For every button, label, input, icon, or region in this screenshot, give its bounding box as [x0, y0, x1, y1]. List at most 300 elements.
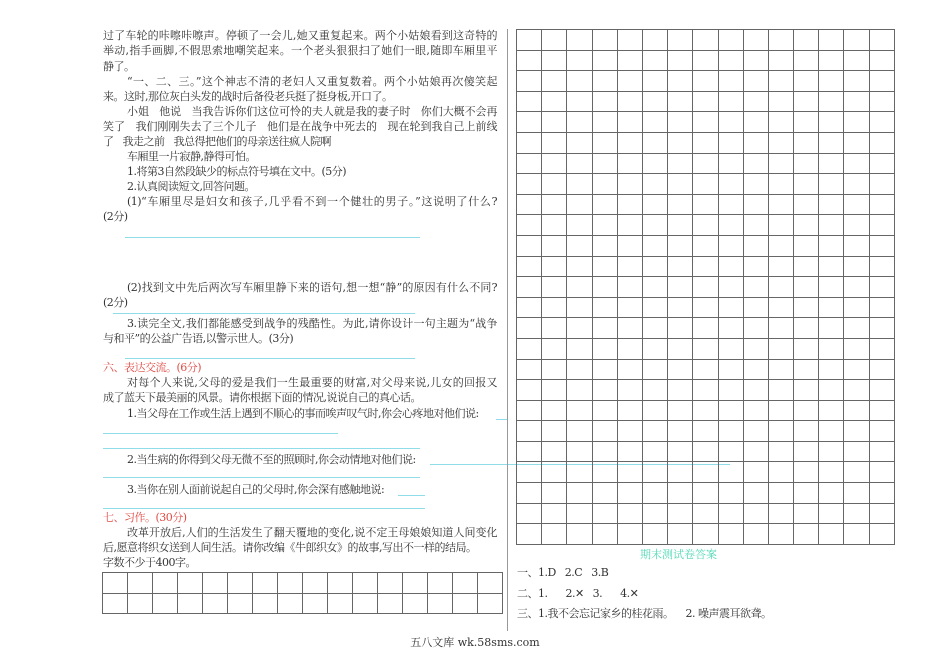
grid-cell[interactable] [567, 483, 592, 504]
grid-cell[interactable] [592, 318, 617, 339]
grid-cell[interactable] [567, 30, 592, 51]
grid-cell[interactable] [819, 50, 844, 71]
grid-cell[interactable] [378, 593, 403, 614]
grid-cell[interactable] [642, 256, 667, 277]
grid-cell[interactable] [542, 462, 567, 483]
grid-cell[interactable] [794, 380, 819, 401]
grid-cell[interactable] [819, 483, 844, 504]
grid-cell[interactable] [517, 174, 542, 195]
grid-cell[interactable] [542, 153, 567, 174]
grid-cell[interactable] [203, 573, 228, 594]
grid-cell[interactable] [642, 215, 667, 236]
grid-cell[interactable] [794, 359, 819, 380]
grid-cell[interactable] [844, 174, 869, 195]
grid-cell[interactable] [743, 338, 768, 359]
grid-cell[interactable] [642, 400, 667, 421]
grid-cell[interactable] [768, 91, 793, 112]
grid-cell[interactable] [668, 256, 693, 277]
grid-cell[interactable] [617, 338, 642, 359]
grid-cell[interactable] [768, 338, 793, 359]
grid-cell[interactable] [517, 30, 542, 51]
grid-cell[interactable] [617, 71, 642, 92]
grid-cell[interactable] [794, 194, 819, 215]
grid-cell[interactable] [819, 359, 844, 380]
grid-cell[interactable] [542, 297, 567, 318]
grid-cell[interactable] [743, 112, 768, 133]
grid-cell[interactable] [844, 400, 869, 421]
grid-cell[interactable] [567, 132, 592, 153]
grid-cell[interactable] [693, 400, 718, 421]
writing-grid[interactable] [102, 572, 503, 614]
grid-cell[interactable] [869, 359, 894, 380]
grid-cell[interactable] [567, 174, 592, 195]
grid-cell[interactable] [617, 112, 642, 133]
grid-cell[interactable] [642, 524, 667, 545]
grid-cell[interactable] [668, 174, 693, 195]
grid-cell[interactable] [844, 215, 869, 236]
grid-cell[interactable] [869, 132, 894, 153]
grid-cell[interactable] [642, 71, 667, 92]
grid-cell[interactable] [668, 483, 693, 504]
grid-cell[interactable] [453, 573, 478, 594]
grid-cell[interactable] [768, 441, 793, 462]
grid-cell[interactable] [819, 112, 844, 133]
grid-cell[interactable] [794, 153, 819, 174]
grid-cell[interactable] [869, 297, 894, 318]
grid-cell[interactable] [768, 524, 793, 545]
grid-cell[interactable] [668, 153, 693, 174]
grid-cell[interactable] [592, 153, 617, 174]
grid-cell[interactable] [668, 380, 693, 401]
grid-cell[interactable] [103, 593, 128, 614]
grid-cell[interactable] [542, 50, 567, 71]
grid-cell[interactable] [517, 277, 542, 298]
grid-cell[interactable] [642, 338, 667, 359]
grid-cell[interactable] [794, 483, 819, 504]
grid-cell[interactable] [819, 318, 844, 339]
grid-cell[interactable] [869, 194, 894, 215]
grid-cell[interactable] [794, 215, 819, 236]
grid-cell[interactable] [668, 194, 693, 215]
grid-cell[interactable] [869, 50, 894, 71]
grid-cell[interactable] [517, 153, 542, 174]
grid-cell[interactable] [743, 30, 768, 51]
grid-cell[interactable] [617, 256, 642, 277]
grid-cell[interactable] [693, 277, 718, 298]
grid-cell[interactable] [542, 380, 567, 401]
grid-cell[interactable] [278, 593, 303, 614]
grid-cell[interactable] [768, 174, 793, 195]
grid-cell[interactable] [668, 71, 693, 92]
grid-cell[interactable] [517, 50, 542, 71]
grid-cell[interactable] [819, 441, 844, 462]
grid-cell[interactable] [517, 462, 542, 483]
grid-cell[interactable] [768, 235, 793, 256]
grid-cell[interactable] [103, 573, 128, 594]
grid-cell[interactable] [253, 593, 278, 614]
grid-cell[interactable] [768, 153, 793, 174]
grid-cell[interactable] [592, 132, 617, 153]
writing-grid[interactable] [516, 29, 895, 545]
grid-cell[interactable] [303, 593, 328, 614]
grid-cell[interactable] [592, 483, 617, 504]
answer-line[interactable] [113, 313, 415, 314]
grid-cell[interactable] [819, 174, 844, 195]
answer-line[interactable] [398, 495, 425, 496]
grid-cell[interactable] [844, 194, 869, 215]
grid-cell[interactable] [743, 483, 768, 504]
grid-cell[interactable] [517, 91, 542, 112]
grid-cell[interactable] [794, 297, 819, 318]
grid-cell[interactable] [869, 380, 894, 401]
grid-cell[interactable] [794, 338, 819, 359]
grid-cell[interactable] [869, 30, 894, 51]
grid-cell[interactable] [768, 256, 793, 277]
grid-cell[interactable] [567, 380, 592, 401]
grid-cell[interactable] [718, 503, 743, 524]
grid-cell[interactable] [718, 215, 743, 236]
answer-line[interactable] [125, 237, 420, 238]
grid-cell[interactable] [768, 277, 793, 298]
grid-cell[interactable] [592, 174, 617, 195]
grid-cell[interactable] [228, 593, 253, 614]
grid-cell[interactable] [819, 30, 844, 51]
grid-cell[interactable] [592, 441, 617, 462]
grid-cell[interactable] [567, 297, 592, 318]
grid-cell[interactable] [592, 71, 617, 92]
grid-cell[interactable] [869, 421, 894, 442]
grid-cell[interactable] [869, 462, 894, 483]
grid-cell[interactable] [743, 194, 768, 215]
grid-cell[interactable] [869, 215, 894, 236]
grid-cell[interactable] [693, 441, 718, 462]
grid-cell[interactable] [819, 380, 844, 401]
grid-cell[interactable] [844, 91, 869, 112]
grid-cell[interactable] [153, 593, 178, 614]
grid-cell[interactable] [542, 71, 567, 92]
grid-cell[interactable] [693, 71, 718, 92]
grid-cell[interactable] [743, 50, 768, 71]
grid-cell[interactable] [693, 524, 718, 545]
grid-cell[interactable] [743, 71, 768, 92]
grid-cell[interactable] [517, 194, 542, 215]
grid-cell[interactable] [869, 153, 894, 174]
grid-cell[interactable] [794, 441, 819, 462]
grid-cell[interactable] [718, 50, 743, 71]
grid-cell[interactable] [542, 503, 567, 524]
grid-cell[interactable] [403, 573, 428, 594]
grid-cell[interactable] [542, 91, 567, 112]
grid-cell[interactable] [668, 91, 693, 112]
grid-cell[interactable] [718, 483, 743, 504]
grid-cell[interactable] [517, 503, 542, 524]
grid-cell[interactable] [567, 441, 592, 462]
grid-cell[interactable] [542, 215, 567, 236]
grid-cell[interactable] [517, 380, 542, 401]
grid-cell[interactable] [517, 483, 542, 504]
grid-cell[interactable] [819, 91, 844, 112]
grid-cell[interactable] [592, 30, 617, 51]
grid-cell[interactable] [567, 400, 592, 421]
grid-cell[interactable] [819, 215, 844, 236]
grid-cell[interactable] [693, 359, 718, 380]
grid-cell[interactable] [278, 573, 303, 594]
grid-cell[interactable] [693, 503, 718, 524]
grid-cell[interactable] [428, 573, 453, 594]
grid-cell[interactable] [617, 359, 642, 380]
grid-cell[interactable] [617, 215, 642, 236]
grid-cell[interactable] [743, 380, 768, 401]
grid-cell[interactable] [542, 30, 567, 51]
grid-cell[interactable] [517, 441, 542, 462]
grid-cell[interactable] [668, 338, 693, 359]
grid-cell[interactable] [128, 573, 153, 594]
grid-cell[interactable] [844, 503, 869, 524]
grid-cell[interactable] [743, 503, 768, 524]
grid-cell[interactable] [718, 132, 743, 153]
grid-cell[interactable] [668, 277, 693, 298]
grid-cell[interactable] [718, 421, 743, 442]
grid-cell[interactable] [542, 359, 567, 380]
grid-cell[interactable] [617, 441, 642, 462]
grid-cell[interactable] [617, 483, 642, 504]
grid-cell[interactable] [542, 338, 567, 359]
grid-cell[interactable] [617, 462, 642, 483]
grid-cell[interactable] [542, 524, 567, 545]
grid-cell[interactable] [794, 524, 819, 545]
grid-cell[interactable] [819, 297, 844, 318]
grid-cell[interactable] [794, 503, 819, 524]
grid-cell[interactable] [592, 359, 617, 380]
grid-cell[interactable] [693, 30, 718, 51]
grid-cell[interactable] [768, 380, 793, 401]
grid-cell[interactable] [542, 318, 567, 339]
grid-cell[interactable] [844, 318, 869, 339]
grid-cell[interactable] [592, 277, 617, 298]
grid-cell[interactable] [592, 462, 617, 483]
grid-cell[interactable] [592, 91, 617, 112]
grid-cell[interactable] [592, 112, 617, 133]
grid-cell[interactable] [353, 573, 378, 594]
grid-cell[interactable] [693, 174, 718, 195]
grid-cell[interactable] [844, 50, 869, 71]
grid-cell[interactable] [794, 318, 819, 339]
grid-cell[interactable] [642, 483, 667, 504]
grid-cell[interactable] [517, 235, 542, 256]
grid-cell[interactable] [819, 235, 844, 256]
grid-cell[interactable] [743, 441, 768, 462]
grid-cell[interactable] [592, 194, 617, 215]
grid-cell[interactable] [718, 194, 743, 215]
grid-cell[interactable] [668, 359, 693, 380]
grid-cell[interactable] [819, 194, 844, 215]
grid-cell[interactable] [542, 483, 567, 504]
grid-cell[interactable] [617, 91, 642, 112]
grid-cell[interactable] [743, 174, 768, 195]
grid-cell[interactable] [642, 30, 667, 51]
grid-cell[interactable] [819, 132, 844, 153]
grid-cell[interactable] [819, 256, 844, 277]
grid-cell[interactable] [718, 153, 743, 174]
grid-cell[interactable] [668, 421, 693, 442]
grid-cell[interactable] [642, 503, 667, 524]
grid-cell[interactable] [768, 421, 793, 442]
grid-cell[interactable] [542, 421, 567, 442]
grid-cell[interactable] [844, 297, 869, 318]
grid-cell[interactable] [668, 132, 693, 153]
grid-cell[interactable] [517, 524, 542, 545]
grid-cell[interactable] [693, 421, 718, 442]
grid-cell[interactable] [617, 50, 642, 71]
grid-cell[interactable] [693, 235, 718, 256]
grid-cell[interactable] [128, 593, 153, 614]
grid-cell[interactable] [642, 318, 667, 339]
grid-cell[interactable] [844, 256, 869, 277]
grid-cell[interactable] [642, 132, 667, 153]
grid-cell[interactable] [718, 318, 743, 339]
grid-cell[interactable] [542, 235, 567, 256]
grid-cell[interactable] [517, 297, 542, 318]
grid-cell[interactable] [819, 421, 844, 442]
grid-cell[interactable] [718, 524, 743, 545]
grid-cell[interactable] [794, 421, 819, 442]
grid-cell[interactable] [819, 400, 844, 421]
grid-cell[interactable] [718, 297, 743, 318]
grid-cell[interactable] [768, 318, 793, 339]
grid-cell[interactable] [328, 573, 353, 594]
grid-cell[interactable] [617, 524, 642, 545]
grid-cell[interactable] [567, 50, 592, 71]
grid-cell[interactable] [617, 503, 642, 524]
grid-cell[interactable] [869, 277, 894, 298]
grid-cell[interactable] [617, 132, 642, 153]
grid-cell[interactable] [844, 132, 869, 153]
grid-cell[interactable] [517, 338, 542, 359]
grid-cell[interactable] [592, 380, 617, 401]
grid-cell[interactable] [794, 132, 819, 153]
grid-cell[interactable] [718, 441, 743, 462]
grid-cell[interactable] [869, 112, 894, 133]
grid-cell[interactable] [743, 277, 768, 298]
grid-cell[interactable] [693, 215, 718, 236]
grid-cell[interactable] [844, 277, 869, 298]
grid-cell[interactable] [542, 112, 567, 133]
grid-cell[interactable] [668, 30, 693, 51]
grid-cell[interactable] [819, 153, 844, 174]
grid-cell[interactable] [517, 318, 542, 339]
grid-cell[interactable] [567, 256, 592, 277]
grid-cell[interactable] [718, 462, 743, 483]
grid-cell[interactable] [718, 400, 743, 421]
grid-cell[interactable] [642, 153, 667, 174]
grid-cell[interactable] [794, 400, 819, 421]
grid-cell[interactable] [567, 235, 592, 256]
grid-cell[interactable] [668, 400, 693, 421]
grid-cell[interactable] [567, 462, 592, 483]
grid-cell[interactable] [542, 174, 567, 195]
grid-cell[interactable] [844, 380, 869, 401]
answer-line[interactable] [103, 448, 420, 449]
grid-cell[interactable] [617, 318, 642, 339]
grid-cell[interactable] [743, 132, 768, 153]
grid-cell[interactable] [592, 503, 617, 524]
grid-cell[interactable] [642, 462, 667, 483]
grid-cell[interactable] [718, 174, 743, 195]
grid-cell[interactable] [768, 112, 793, 133]
grid-cell[interactable] [668, 215, 693, 236]
grid-cell[interactable] [592, 50, 617, 71]
grid-cell[interactable] [743, 91, 768, 112]
grid-cell[interactable] [794, 235, 819, 256]
grid-cell[interactable] [743, 359, 768, 380]
grid-cell[interactable] [668, 503, 693, 524]
grid-cell[interactable] [253, 573, 278, 594]
grid-cell[interactable] [869, 318, 894, 339]
answer-line[interactable] [103, 508, 425, 509]
grid-cell[interactable] [567, 91, 592, 112]
grid-cell[interactable] [718, 71, 743, 92]
grid-cell[interactable] [617, 380, 642, 401]
grid-cell[interactable] [844, 112, 869, 133]
grid-cell[interactable] [718, 235, 743, 256]
grid-cell[interactable] [668, 524, 693, 545]
grid-cell[interactable] [642, 421, 667, 442]
grid-cell[interactable] [693, 194, 718, 215]
grid-cell[interactable] [869, 71, 894, 92]
grid-cell[interactable] [693, 91, 718, 112]
grid-cell[interactable] [693, 297, 718, 318]
grid-cell[interactable] [592, 235, 617, 256]
grid-cell[interactable] [794, 71, 819, 92]
grid-cell[interactable] [768, 194, 793, 215]
grid-cell[interactable] [693, 483, 718, 504]
grid-cell[interactable] [617, 153, 642, 174]
grid-cell[interactable] [668, 50, 693, 71]
grid-cell[interactable] [794, 277, 819, 298]
grid-cell[interactable] [768, 71, 793, 92]
grid-cell[interactable] [693, 256, 718, 277]
grid-cell[interactable] [844, 524, 869, 545]
grid-cell[interactable] [693, 132, 718, 153]
grid-cell[interactable] [542, 441, 567, 462]
grid-cell[interactable] [844, 483, 869, 504]
grid-cell[interactable] [617, 277, 642, 298]
grid-cell[interactable] [617, 235, 642, 256]
grid-cell[interactable] [642, 50, 667, 71]
grid-cell[interactable] [353, 593, 378, 614]
grid-cell[interactable] [642, 174, 667, 195]
grid-cell[interactable] [768, 297, 793, 318]
grid-cell[interactable] [718, 338, 743, 359]
grid-cell[interactable] [668, 441, 693, 462]
grid-cell[interactable] [819, 338, 844, 359]
grid-cell[interactable] [567, 277, 592, 298]
grid-cell[interactable] [668, 235, 693, 256]
grid-cell[interactable] [768, 30, 793, 51]
grid-cell[interactable] [693, 318, 718, 339]
grid-cell[interactable] [718, 30, 743, 51]
grid-cell[interactable] [743, 318, 768, 339]
grid-cell[interactable] [592, 524, 617, 545]
grid-cell[interactable] [869, 483, 894, 504]
grid-cell[interactable] [869, 524, 894, 545]
grid-cell[interactable] [592, 256, 617, 277]
grid-cell[interactable] [869, 174, 894, 195]
grid-cell[interactable] [567, 112, 592, 133]
grid-cell[interactable] [642, 112, 667, 133]
grid-cell[interactable] [517, 215, 542, 236]
grid-cell[interactable] [642, 91, 667, 112]
